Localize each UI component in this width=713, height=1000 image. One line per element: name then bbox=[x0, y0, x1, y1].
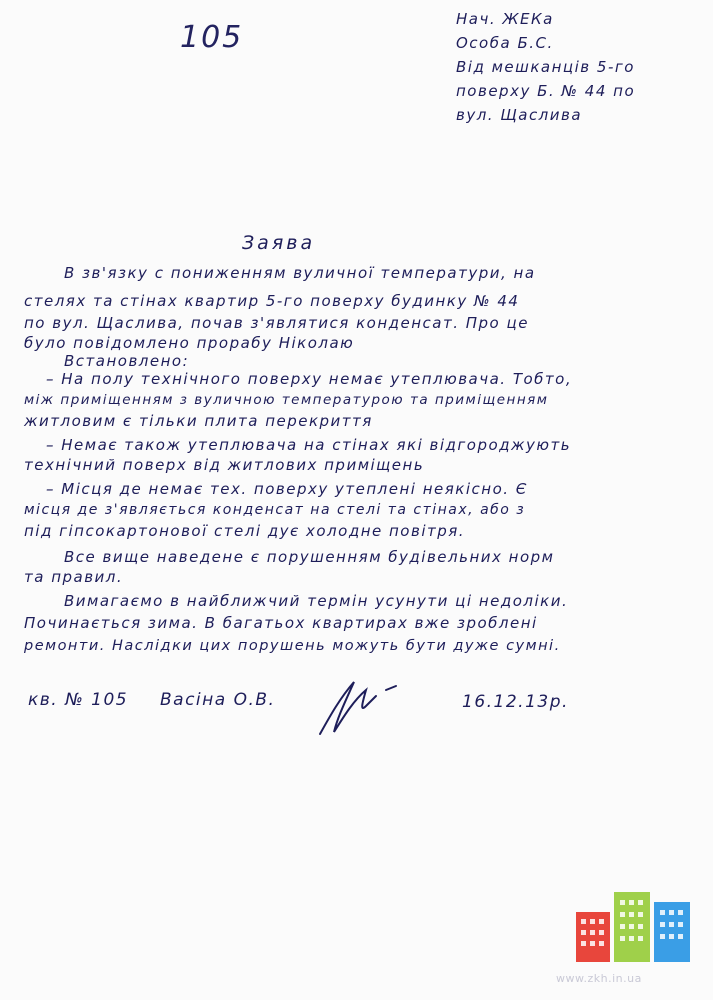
body-line: між приміщенням з вуличною температурою та приміщенням bbox=[24, 392, 549, 408]
body-line: Встановлено: bbox=[64, 352, 190, 370]
body-line: Все вище наведене є порушенням будівельних норм bbox=[64, 548, 555, 566]
body-line: стелях та стінах квартир 5-го поверху будинку № 44 bbox=[24, 292, 520, 310]
footer-name: Васіна О.В. bbox=[160, 690, 276, 710]
addressee-line-1: Нач. ЖЕКа bbox=[456, 10, 554, 28]
logo-buildings-icon bbox=[576, 892, 690, 962]
body-line: – Місця де немає тех. поверху утеплені неякісно. Є bbox=[46, 480, 528, 498]
body-line: Починається зима. В багатьох квартирах вже зроблені bbox=[24, 614, 538, 632]
body-line: було повідомлено прорабу Ніколаю bbox=[24, 334, 355, 352]
addressee-line-5: вул. Щаслива bbox=[456, 106, 583, 124]
addressee-line-2: Особа Б.С. bbox=[456, 34, 554, 52]
body-line: технічний поверх від житлових приміщень bbox=[24, 456, 425, 474]
handwritten-signature bbox=[316, 676, 406, 740]
body-line: В зв'язку с пониженням вуличної температури, на bbox=[64, 264, 536, 282]
footer-apartment: кв. № 105 bbox=[28, 690, 129, 710]
body-line: житловим є тільки плита перекриття bbox=[24, 412, 373, 430]
body-line: та правил. bbox=[24, 568, 124, 586]
footer-date: 16.12.13р. bbox=[462, 692, 569, 712]
body-line: під гіпсокартонової стелі дує холодне повітря. bbox=[24, 522, 466, 540]
body-line: по вул. Щаслива, почав з'являтися конденсат. Про це bbox=[24, 314, 529, 332]
body-line: – На полу технічного поверху немає утеплювача. Тобто, bbox=[46, 370, 573, 388]
body-line: ремонти. Наслідки цих порушень можуть бути дуже сумні. bbox=[24, 638, 561, 654]
watermark-text: www.zkh.in.ua bbox=[556, 972, 642, 985]
body-line: – Немає також утеплювача на стінах які відгороджують bbox=[46, 436, 572, 454]
document-title: Заява bbox=[242, 232, 316, 254]
body-line: Вимагаємо в найближчий термін усунути ці недоліки. bbox=[64, 592, 569, 610]
body-line: місця де з'являється конденсат на стелі та стінах, або з bbox=[24, 502, 526, 518]
addressee-line-3: Від мешканців 5-го bbox=[456, 58, 635, 76]
addressee-line-4: поверху Б. № 44 по bbox=[456, 82, 636, 100]
page-number: 105 bbox=[180, 20, 244, 55]
